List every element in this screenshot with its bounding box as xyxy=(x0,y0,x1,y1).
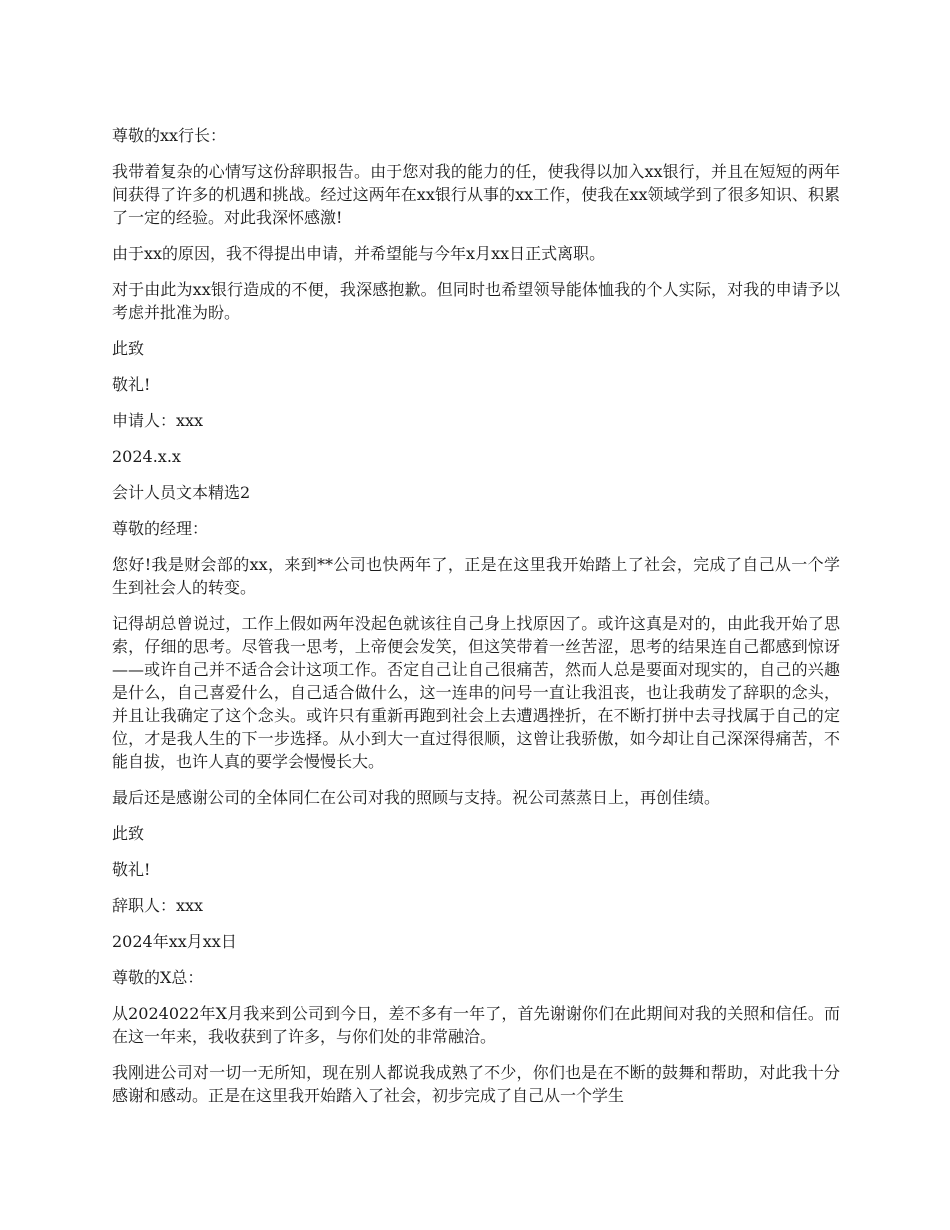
body-paragraph: 由于xx的原因，我不得提出申请，并希望能与今年x月xx日正式离职。 xyxy=(112,244,606,263)
closing-line: 敬礼! xyxy=(112,860,151,879)
signature-line: 申请人：xxx xyxy=(112,411,204,430)
body-paragraph: 记得胡总曾说过，工作上假如两年没起色就该往自己身上找原因了。或许这真是对的，由此我开始了思索，仔细的思考。尽管我一思考，上帝便会发笑，但这笑带着一丝苦涩，思考的结果连自己都感到惊讶——或许自己并不适合会计这项工作。否定自己让自己很痛苦，然而人总是要面对现实的，自己的兴趣是什么，自己喜爱什么，自己适合做什么，这一连串的问号一直让我沮丧，也让我萌发了辞职的念头，并且让我确定了这个念头。或许只有重新再跑到社会上去遭遇挫折，在不断打拼中去寻找属于自己的定位，才是我人生的下一步选择。从小到大一直过得很顺，这曾让我骄傲，如今却让自己深深得痛苦，不能自拔，也许人真的要学会慢慢长大。 xyxy=(112,614,840,771)
body-paragraph: 我带着复杂的心情写这份辞职报告。由于您对我的能力的任，使我得以加入xx银行，并且在短短的两年间获得了许多的机遇和挑战。经过这两年在xx银行从事的xx工作，使我在xx领域学到了很多知识、积累了一定的经验。对此我深怀感激! xyxy=(112,162,840,227)
body-paragraph: 您好!我是财会部的xx，来到**公司也快两年了，正是在这里我开始踏上了社会，完成了自己从一个学生到社会人的转变。 xyxy=(112,555,840,597)
date-line: 2024年xx月xx日 xyxy=(112,932,237,951)
date-line: 2024.x.x xyxy=(112,447,181,466)
salutation-general-manager: 尊敬的X总： xyxy=(112,968,204,987)
closing-line: 此致 xyxy=(112,339,145,358)
section-heading: 会计人员文本精选2 xyxy=(112,483,251,502)
signature-line: 辞职人：xxx xyxy=(112,896,204,915)
body-paragraph: 对于由此为xx银行造成的不便，我深感抱歉。但同时也希望领导能体恤我的个人实际，对我的申请予以考虑并批准为盼。 xyxy=(112,280,840,322)
salutation-manager: 尊敬的经理： xyxy=(112,519,209,538)
body-paragraph: 从2024022年X月我来到公司到今日，差不多有一年了，首先谢谢你们在此期间对我的关照和信任。而在这一年来，我收获到了许多，与你们处的非常融洽。 xyxy=(112,1004,840,1046)
closing-line: 敬礼! xyxy=(112,375,151,394)
body-paragraph: 最后还是感谢公司的全体同仁在公司对我的照顾与支持。祝公司蒸蒸日上，再创佳绩。 xyxy=(112,788,721,807)
closing-line: 此致 xyxy=(112,824,145,843)
body-paragraph: 我刚进公司对一切一无所知，现在别人都说我成熟了不少，你们也是在不断的鼓舞和帮助，对此我十分感谢和感动。正是在这里我开始踏入了社会，初步完成了自己从一个学生 xyxy=(112,1063,840,1105)
salutation-bank-president: 尊敬的xx行长： xyxy=(112,126,227,145)
document-page xyxy=(112,124,840,1120)
